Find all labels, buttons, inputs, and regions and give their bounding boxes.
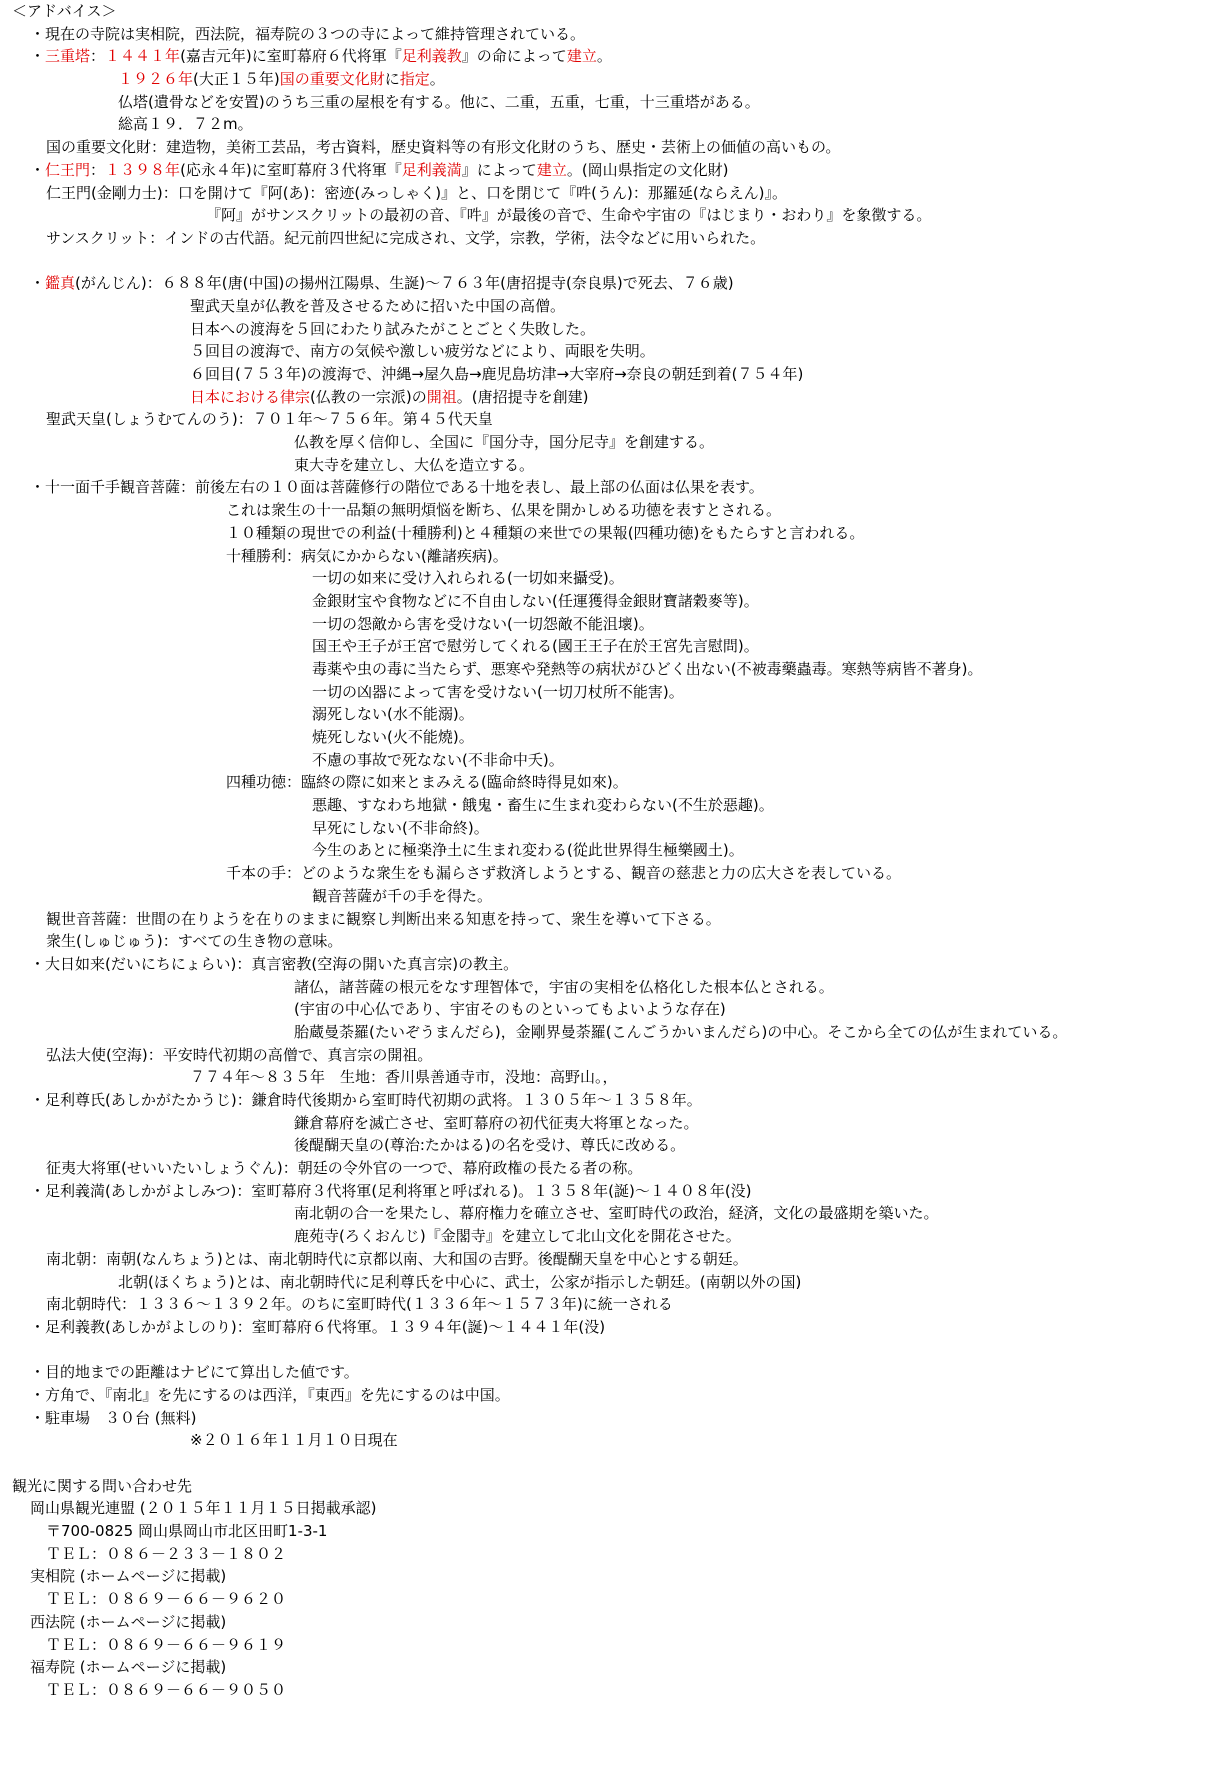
highlight-text: 足利義満 (401, 160, 462, 179)
line-text: 今生のあとに極楽浄土に生まれ変わる(從此世界得生極樂國土)。 (312, 841, 744, 860)
text-line (0, 1520, 1207, 1543)
text-line (0, 1339, 1207, 1362)
line-text: 聖武天皇が仏教を普及させるために招いた中国の高僧。 (190, 296, 566, 315)
line-text: (大正１５年) (193, 70, 280, 89)
text-line (0, 1157, 1207, 1180)
text-line (0, 1475, 1207, 1498)
highlight-text: 指定 (399, 70, 430, 89)
text-line (0, 545, 1207, 568)
highlight-text: １３９８年 (105, 160, 181, 179)
text-line (0, 113, 1207, 136)
text-line (0, 862, 1207, 885)
line-text: 南北朝：南朝(なんちょう)とは、南北朝時代に京都以南、大和国の吉野。後醍醐天皇を中心とする朝廷。 (46, 1249, 748, 1268)
line-text: 』によって (461, 160, 537, 179)
line-text: 仏教を厚く信仰し、全国に『国分寺，国分尼寺』を創建する。 (294, 433, 715, 452)
line-text: (がんじん)：６８８年(唐(中国)の揚州江陽県、生誕)～７６３年(唐招提寺(奈良県)で死去、７６歳) (75, 274, 734, 293)
line-text: ： (90, 160, 106, 179)
text-line (0, 1429, 1207, 1452)
text-line (0, 1225, 1207, 1248)
text-line (0, 976, 1207, 999)
line-text: 西法院 (ホームページに掲載) (30, 1612, 227, 1631)
line-text: 征夷大将軍(せいいたいしょうぐん)：朝廷の令外官の一つで、幕府政権の長たる者の称。 (46, 1159, 643, 1178)
highlight-text: 日本における律宗 (190, 387, 311, 406)
text-line (0, 1248, 1207, 1271)
text-line (0, 771, 1207, 794)
line-text: ・十一面千手観音菩薩：前後左右の１０面は菩薩修行の階位である十地を表し、最上部の仏面は仏果を表す。 (30, 478, 764, 497)
text-line (0, 45, 1207, 68)
line-text: 悪趣、すなわち地獄・餓鬼・畜生に生まれ変わらない(不生於惡趣)。 (312, 796, 774, 815)
text-line (0, 1588, 1207, 1611)
line-text: 十種勝利：病気にかからない(離諸疾病)。 (226, 546, 508, 565)
text-line (0, 1679, 1207, 1702)
text-line (0, 159, 1207, 182)
line-text: ５回目の渡海で、南方の気候や激しい疲労などにより、両眼を失明。 (190, 342, 655, 361)
text-line (0, 454, 1207, 477)
text-line (0, 1293, 1207, 1316)
line-text: 福寿院 (ホームページに掲載) (30, 1658, 227, 1677)
line-text: ・ (30, 47, 46, 66)
text-line (0, 794, 1207, 817)
text-line (0, 318, 1207, 341)
line-text: 不慮の事故で死なない(不非命中夭)。 (312, 750, 564, 769)
line-text: ＴＥＬ：０８６９－６６－９６２０ (46, 1590, 287, 1609)
text-line (0, 1089, 1207, 1112)
line-text: これは衆生の十一品類の無明煩悩を断ち、仏果を開かしめる功徳を表すとされる。 (226, 501, 782, 520)
text-line (0, 726, 1207, 749)
line-text: 国王や王子が王宮で慰労してくれる(國王王子在於王宮先言慰問)。 (312, 637, 759, 656)
text-line (0, 1634, 1207, 1657)
line-text: 総高１９．７２m。 (118, 115, 253, 134)
text-line (0, 0, 1207, 23)
line-text: ： (90, 47, 106, 66)
line-text: ・方角で、『南北』を先にするのは西洋，『東西』を先にするのは中国。 (30, 1385, 510, 1404)
highlight-text: 仁王門 (45, 160, 91, 179)
line-text: 四種功徳：臨終の際に如来とまみえる(臨命終時得見如來)。 (226, 773, 628, 792)
line-text: ・足利義教(あしかがよしのり)：室町幕府６代将軍。１３９４年(誕)～１４４１年(没) (30, 1317, 606, 1336)
line-text: 溺死しない(水不能溺)。 (312, 705, 474, 724)
line-text: ・大日如来(だいにちにょらい)：真言密教(空海の開いた真言宗)の教主。 (30, 954, 519, 973)
line-text: 。 (429, 70, 445, 89)
line-text: 諸仏，諸菩薩の根元をなす理智体で，宇宙の実相を仏格化した根本仏とされる。 (294, 977, 834, 996)
line-text: (宇宙の中心仏であり、宇宙そのものといってもよいような存在) (294, 1000, 726, 1019)
text-line (0, 613, 1207, 636)
line-text: １０種類の現世での利益(十種勝利)と４種類の来世での果報(四種功徳)をもたらすと言われる。 (226, 523, 865, 542)
text-line (0, 1384, 1207, 1407)
line-text: 実相院 (ホームページに掲載) (30, 1567, 227, 1586)
text-line (0, 658, 1207, 681)
line-text: ※２０１６年１１月１０日現在 (190, 1431, 398, 1450)
text-line (0, 227, 1207, 250)
line-text: に (384, 70, 400, 89)
text-line (0, 68, 1207, 91)
line-text: 『阿』がサンスクリットの最初の音、『吽』が最後の音で、生命や宇宙の『はじまり・おわり』を象徴する。 (206, 206, 932, 225)
line-text: ６回目(７５３年)の渡海で、沖縄→屋久島→鹿児島坊津→大宰府→奈良の朝廷到着(７５４年) (190, 365, 804, 383)
line-text: 弘法大使(空海)：平安時代初期の高僧で、真言宗の開祖。 (46, 1045, 433, 1064)
text-line (0, 681, 1207, 704)
line-text: 南北朝時代：１３３６～１３９２年。のちに室町時代(１３３６年～１５７３年)に統一される (46, 1295, 673, 1314)
line-text: 観世音菩薩：世間の在りようを在りのままに観察し判断出来る知恵を持って、衆生を導いて下さる。 (46, 909, 721, 928)
line-text: 』の命によって (461, 47, 567, 66)
text-line (0, 635, 1207, 658)
line-text: 一切の如来に受け入れられる(一切如来攝受)。 (312, 569, 624, 588)
line-text: 毒薬や虫の毒に当たらず、悪寒や発熱等の病状がひどく出ない(不被毒藥蟲毒。寒熱等病皆不著身)。 (312, 659, 983, 678)
line-text: (応永４年)に室町幕府３代将軍『 (180, 160, 402, 179)
text-line (0, 295, 1207, 318)
line-text: 一切の凶器によって害を受けない(一切刀杖所不能害)。 (312, 682, 684, 701)
line-text: ＜アドバイス＞ (12, 2, 117, 20)
text-line (0, 817, 1207, 840)
line-text: 仏塔(遺骨などを安置)のうち三重の屋根を有する。他に、二重，五重，七重，十三重塔がある。 (118, 92, 760, 111)
line-text: 胎蔵曼荼羅(たいぞうまんだら)，金剛界曼荼羅(こんごうかいまんだら)の中心。そこから全ての仏が生まれている。 (294, 1022, 1068, 1041)
text-line (0, 522, 1207, 545)
text-line (0, 386, 1207, 409)
text-line (0, 1361, 1207, 1384)
text-line (0, 23, 1207, 46)
line-text: 聖武天皇(しょうむてんのう)：７０１年～７５６年。第４５代天皇 (46, 410, 493, 429)
line-text: 仁王門(金剛力士)：口を開けて『阿(あ)：密迹(みっしゃく)』と、口を閉じて『吽(うん)：那羅延(ならえん)』。 (46, 183, 788, 202)
highlight-text: 三重塔 (45, 47, 91, 66)
line-text: ・足利尊氏(あしかがたかうじ)：鎌倉時代後期から室町時代初期の武将。１３０５年～１３５８年。 (30, 1091, 702, 1109)
line-text: (嘉吉元年)に室町幕府６代将軍『 (180, 47, 402, 66)
line-text: 焼死しない(火不能燒)。 (312, 728, 474, 746)
line-text: 千本の手：どのような衆生をも漏らさず救済しようとする、観音の慈悲と力の広大さを表している。 (226, 864, 902, 883)
line-text: 鹿苑寺(ろくおんじ)『金閣寺』を建立して北山文化を開花させた。 (294, 1227, 741, 1246)
text-line (0, 1656, 1207, 1679)
text-line (0, 885, 1207, 908)
text-line (0, 499, 1207, 522)
text-line (0, 1407, 1207, 1430)
line-text: 岡山県観光連盟 (２０１５年１１月１５日掲載承認) (30, 1499, 377, 1518)
line-text: 一切の怨敵から害を受けない(一切怨敵不能沮壞)。 (312, 614, 654, 633)
highlight-text: 鑑真 (45, 274, 76, 293)
line-text: 。(岡山県指定の文化財) (566, 160, 729, 179)
line-text: ７７４年～８３５年 生地：香川県善通寺市，没地：高野山。， (190, 1068, 618, 1087)
highlight-text: 足利義教 (401, 47, 462, 66)
line-text: 早死にしない(不非命終)。 (312, 818, 489, 837)
text-line (0, 1543, 1207, 1566)
text-line (0, 408, 1207, 431)
line-text: 金銀財宝や食物などに不自由しない(任運獲得金銀財寶諸穀麥等)。 (312, 591, 759, 610)
text-line (0, 1180, 1207, 1203)
line-text: 北朝(ほくちょう)とは、南北朝時代に足利尊氏を中心に、武士，公家が指示した朝廷。(南朝以外の国) (118, 1272, 802, 1291)
text-line (0, 250, 1207, 273)
line-text: ＴＥＬ：０８６９－６６－９０５０ (46, 1680, 287, 1699)
text-line (0, 1066, 1207, 1089)
line-text: 鎌倉幕府を滅亡させ、室町幕府の初代征夷大将軍となった。 (294, 1113, 699, 1132)
text-line (0, 340, 1207, 363)
text-line (0, 1497, 1207, 1520)
line-text: ＴＥＬ：０８６９－６６－９６１９ (46, 1635, 287, 1654)
highlight-text: 開祖 (426, 387, 457, 406)
line-text: 観光に関する問い合わせ先 (12, 1476, 193, 1495)
line-text: ・目的地までの距離はナビにて算出した値です。 (30, 1363, 359, 1382)
text-line (0, 1044, 1207, 1067)
line-text: サンスクリット：インドの古代語。紀元前四世紀に完成され、文学，宗教，学術，法令などに用いられた。 (46, 228, 766, 247)
text-line (0, 91, 1207, 114)
text-line (0, 749, 1207, 772)
line-text: 。 (596, 47, 612, 66)
text-line (0, 1112, 1207, 1135)
line-text: 国の重要文化財：建造物，美術工芸品，考古資料，歴史資料等の有形文化財のうち、歴史・芸術上の価値の高いもの。 (46, 138, 841, 157)
text-line (0, 1316, 1207, 1339)
highlight-text: 国の重要文化財 (279, 70, 385, 89)
text-line (0, 363, 1207, 386)
text-line (0, 839, 1207, 862)
text-line (0, 703, 1207, 726)
text-line (0, 1202, 1207, 1225)
line-text: ・ (30, 274, 46, 293)
line-text: ＴＥＬ：０８６－２３３－１８０２ (46, 1544, 287, 1563)
text-line (0, 590, 1207, 613)
text-line (0, 204, 1207, 227)
text-line (0, 567, 1207, 590)
text-line (0, 182, 1207, 205)
highlight-text: 建立 (566, 47, 597, 66)
text-line (0, 908, 1207, 931)
line-text: 観音菩薩が千の手を得た。 (312, 886, 493, 905)
highlight-text: １９２６年 (118, 70, 194, 89)
highlight-text: 建立 (536, 160, 567, 179)
line-text: 。(唐招提寺を創建) (456, 387, 589, 406)
text-line (0, 930, 1207, 953)
line-text: (仏教の一宗派)の (310, 387, 427, 406)
line-text: 日本への渡海を５回にわたり試みたがことごとく失敗した。 (190, 319, 596, 338)
highlight-text: １４４１年 (105, 47, 181, 66)
text-line (0, 136, 1207, 159)
text-line (0, 1611, 1207, 1634)
text-line (0, 1271, 1207, 1294)
line-text: 東大寺を建立し、大仏を造立する。 (294, 455, 535, 474)
line-text: ・現在の寺院は実相院，西法院，福寿院の３つの寺によって維持管理されている。 (30, 24, 586, 43)
text-line (0, 1021, 1207, 1044)
line-text: ・駐車場 ３０台 (無料) (30, 1408, 197, 1427)
line-text: ・ (30, 160, 46, 179)
text-line (0, 998, 1207, 1021)
text-line (0, 1134, 1207, 1157)
text-line (0, 431, 1207, 454)
line-text: ・足利義満(あしかがよしみつ)：室町幕府３代将軍(足利将軍と呼ばれる)。１３５８年(誕)～１４０８年(没) (30, 1181, 752, 1200)
text-line (0, 953, 1207, 976)
text-line (0, 1565, 1207, 1588)
text-line (0, 476, 1207, 499)
line-text: 〒700-0825 岡山県岡山市北区田町1-3-1 (46, 1522, 328, 1541)
line-text: 南北朝の合一を果たし、幕府権力を確立させ、室町時代の政治，経済，文化の最盛期を築いた。 (294, 1204, 939, 1223)
text-line (0, 1452, 1207, 1475)
line-text: 後醍醐天皇の(尊治:たかはる)の名を受け、尊氏に改める。 (294, 1136, 686, 1155)
line-text: 衆生(しゅじゅう)：すべての生き物の意味。 (46, 932, 343, 951)
text-line (0, 272, 1207, 295)
